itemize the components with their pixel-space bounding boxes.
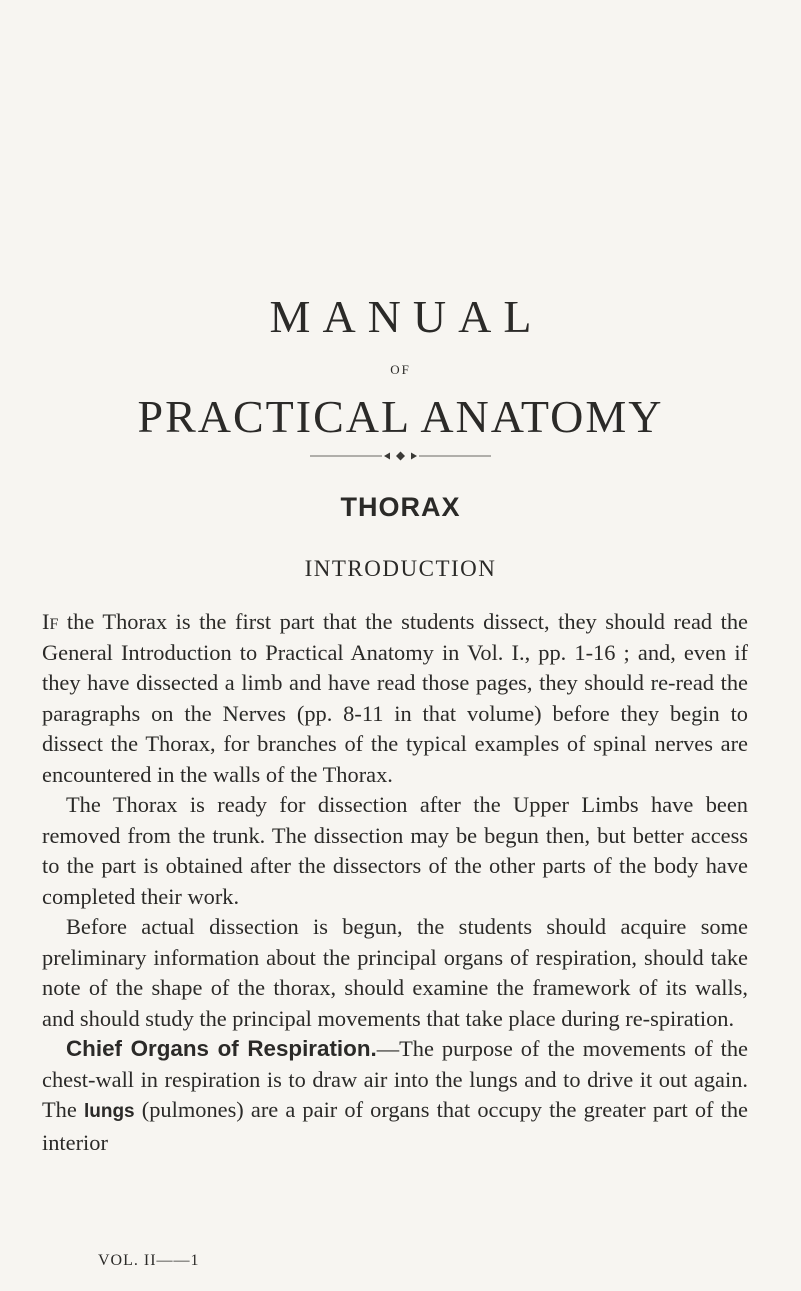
paragraph-2: The Thorax is ready for dissection after the Upper Limbs have been removed from the trunk. The dissection may be begun then, but better access to the part is obtained after the dissectors of the other parts of the body have completed their work. xyxy=(42,792,748,909)
subsection-heading: INTRODUCTION xyxy=(304,556,497,581)
title-manual: MANUAL xyxy=(269,291,544,342)
paragraph-4-text-a: —The purpose of the movements of the chest-wall in respiration is to draw air into the lungs and to drive it out again. The xyxy=(42,1036,748,1122)
body-text xyxy=(42,607,748,1158)
ornament-divider-icon xyxy=(310,450,491,462)
paragraph-4-text-b: (pulmones) are a pair of organs that occupy the greater part of the interior xyxy=(42,1097,748,1155)
paragraph-4 xyxy=(42,1034,748,1158)
paragraph-1-lead: If xyxy=(42,609,59,634)
term-lungs: lungs xyxy=(83,1101,135,1122)
volume-signature: VOL. II——1 xyxy=(98,1252,200,1269)
title-practical-anatomy: PRACTICAL ANATOMY xyxy=(137,391,664,442)
paragraph-3: Before actual dissection is begun, the students should acquire some preliminary information about the principal organs of respiration, should take note of the shape of the thorax, should examine the framework of its walls, and should study the principal movements that take place during re-spiration. xyxy=(42,914,748,1031)
paragraph-1 xyxy=(42,607,748,790)
paragraph-4-heading: Chief Organs of Respiration. xyxy=(66,1036,377,1061)
paragraph-1-text: the Thorax is the first part that the students dissect, they should read the General Introduction to Practical Anatomy in Vol. I., pp. 1-16 ; and, even if they have dissected a limb and have read those pages, they should re-read the paragraphs on the Nerves (pp. 8-11 in that volume) before they begin to dissect the Thorax, for branches of the typical examples of spinal nerves are encountered in the walls of the Thorax. xyxy=(42,609,748,787)
title-of: OF xyxy=(390,362,411,377)
section-heading: THORAX xyxy=(340,492,461,522)
